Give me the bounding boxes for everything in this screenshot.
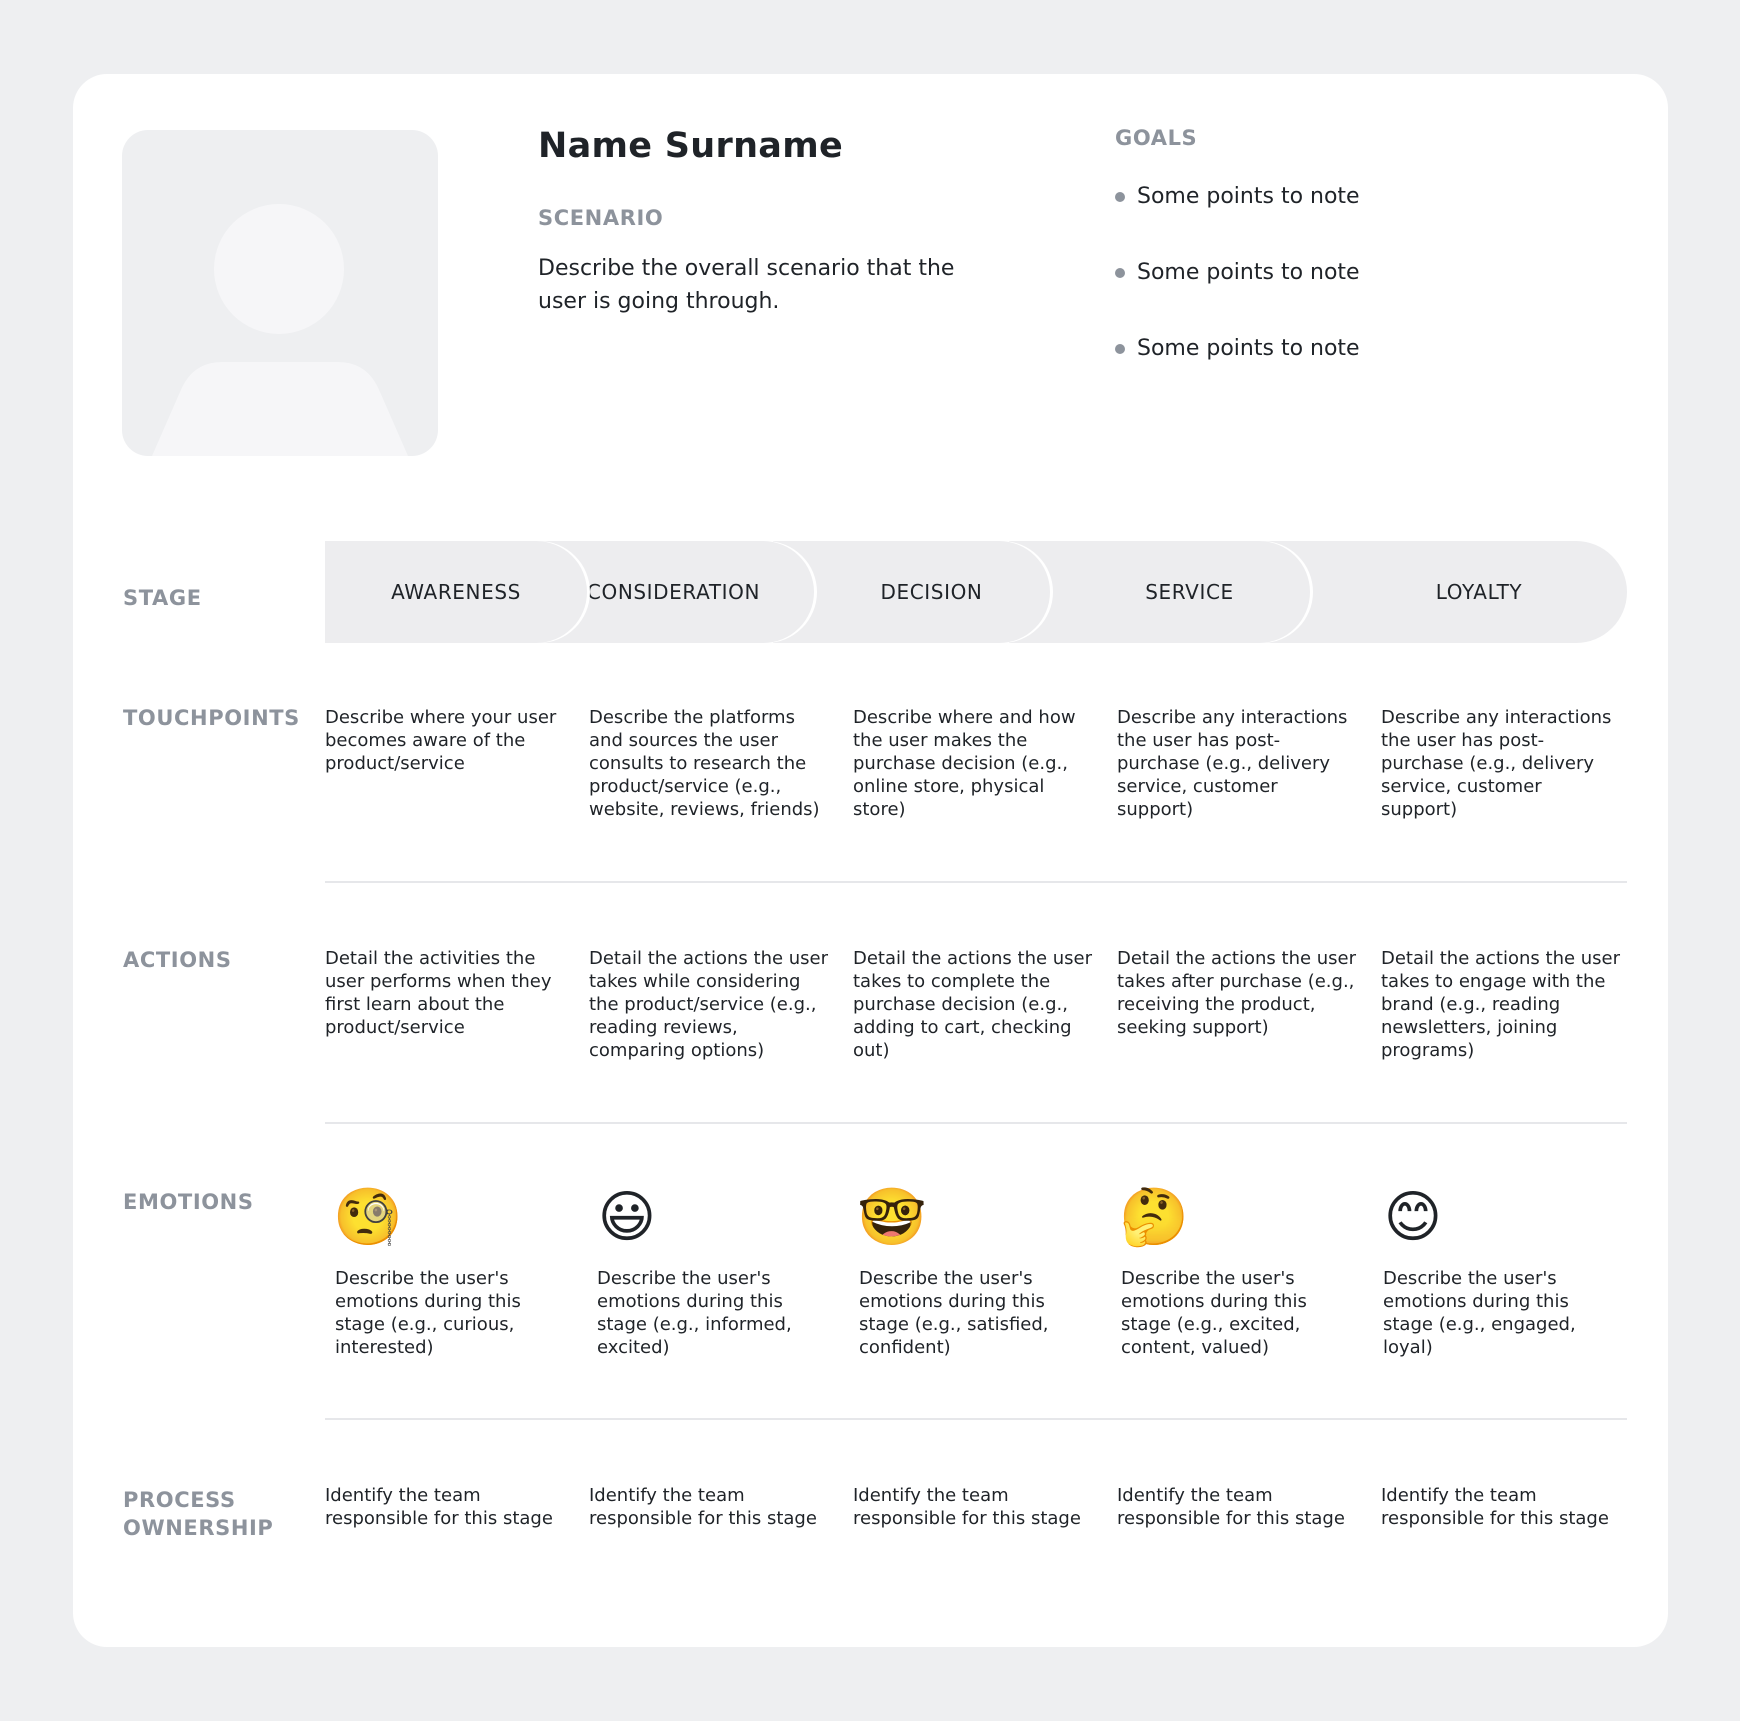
nerd-face-icon: 🤓	[857, 1185, 927, 1250]
row-divider	[325, 881, 1627, 883]
touchpoint-service: Describe any interactions the user has post-purchase (e.g., delivery service, customer support)	[1117, 707, 1348, 820]
ownership-consideration: Identify the team responsible for this stage	[589, 1485, 817, 1529]
goals-label: GOALS	[1115, 126, 1198, 150]
bullet-icon	[1115, 344, 1125, 354]
ownership-service: Identify the team responsible for this stage	[1117, 1485, 1345, 1529]
action-loyalty: Detail the actions the user takes to engage with the brand (e.g., reading newsletters, joining programs)	[1381, 948, 1621, 1061]
ownership-decision: Identify the team responsible for this stage	[853, 1485, 1081, 1529]
stage-label: LOYALTY	[1435, 580, 1523, 604]
ownership-loyalty: Identify the team responsible for this stage	[1381, 1485, 1609, 1529]
scenario-label: SCENARIO	[538, 206, 664, 230]
goal-item	[1115, 260, 1360, 285]
emotion-decision: Describe the user's emotions during this stage (e.g., satisfied, confident)	[859, 1268, 1049, 1358]
touchpoint-awareness: Describe where your user becomes aware of the product/service	[325, 707, 557, 774]
goal-text: Some points to note	[1137, 336, 1360, 361]
emotion-loyalty: Describe the user's emotions during this stage (e.g., engaged, loyal)	[1383, 1268, 1576, 1358]
ownership-awareness: Identify the team responsible for this stage	[325, 1485, 553, 1529]
journey-map-card	[73, 74, 1668, 1647]
row-divider	[325, 1418, 1627, 1420]
row-label-line: PROCESS	[123, 1488, 236, 1512]
persona-name: Name Surname	[538, 126, 844, 166]
emotion-service: Describe the user's emotions during this stage (e.g., excited, content, valued)	[1121, 1268, 1307, 1358]
persona-avatar-placeholder	[122, 130, 438, 456]
face-with-monocle-icon: 🧐	[333, 1185, 403, 1250]
touchpoint-decision: Describe where and how the user makes the purchase decision (e.g., online store, physical store)	[853, 707, 1076, 820]
emotion-awareness: Describe the user's emotions during this stage (e.g., curious, interested)	[335, 1268, 521, 1358]
bullet-icon	[1115, 268, 1125, 278]
stage-decision	[773, 541, 1050, 643]
action-consideration: Detail the actions the user takes while considering the product/service (e.g., reading reviews, comparing options)	[589, 948, 829, 1061]
row-label-line: OWNERSHIP	[123, 1516, 274, 1540]
row-label-process-ownership	[123, 1486, 273, 1542]
goal-item	[1115, 184, 1360, 209]
row-label-touchpoints: TOUCHPOINTS	[123, 706, 300, 730]
action-service: Detail the actions the user takes after purchase (e.g., receiving the product, seeking support)	[1117, 948, 1357, 1038]
touchpoint-consideration: Describe the platforms and sources the user consults to research the product/service (e.g., website, reviews, friends)	[589, 707, 820, 820]
stage-label: DECISION	[880, 580, 983, 604]
row-label-actions: ACTIONS	[123, 948, 232, 972]
touchpoint-loyalty: Describe any interactions the user has post-purchase (e.g., delivery service, customer support)	[1381, 707, 1612, 820]
thinking-face-icon: 🤔	[1119, 1185, 1189, 1250]
stage-label: CONSIDERATION	[586, 580, 761, 604]
smiling-face-icon: 😊	[1383, 1185, 1443, 1250]
grinning-face-icon: 😃	[597, 1185, 657, 1250]
row-label-stage: STAGE	[123, 586, 202, 610]
row-label-emotions: EMOTIONS	[123, 1190, 254, 1214]
action-decision: Detail the actions the user takes to complete the purchase decision (e.g., adding to cart, checking out)	[853, 948, 1093, 1061]
stage-label: AWARENESS	[391, 580, 521, 604]
goal-text: Some points to note	[1137, 260, 1360, 285]
row-divider	[325, 1122, 1627, 1124]
action-awareness: Detail the activities the user performs when they first learn about the product/service	[325, 948, 552, 1038]
bullet-icon	[1115, 192, 1125, 202]
emotion-consideration: Describe the user's emotions during this stage (e.g., informed, excited)	[597, 1268, 792, 1358]
stage-awareness	[325, 541, 587, 643]
stage-label: SERVICE	[1145, 580, 1234, 604]
scenario-text: Describe the overall scenario that the user is going through.	[538, 256, 955, 314]
goal-item	[1115, 336, 1360, 361]
avatar-body-shape	[122, 130, 438, 456]
stage-service	[1009, 541, 1310, 643]
goal-text: Some points to note	[1137, 184, 1360, 209]
